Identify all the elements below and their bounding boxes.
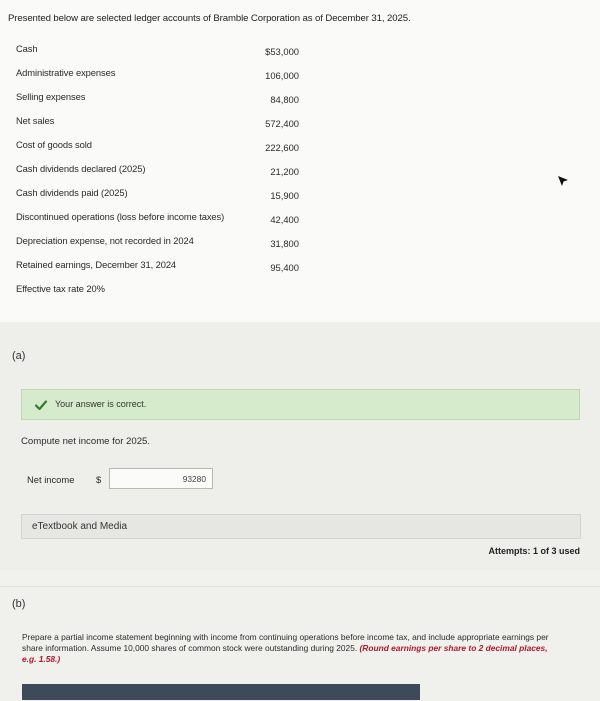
ledger-account-label: Cash dividends declared (2025) xyxy=(16,163,146,174)
ledger-account-value: 106,000 xyxy=(265,70,299,81)
ledger-row xyxy=(0,187,600,203)
ledger-account-label: Effective tax rate 20% xyxy=(16,283,105,294)
ledger-account-label: Cost of goods sold xyxy=(16,139,92,150)
net-income-input[interactable] xyxy=(109,468,213,489)
ledger-account-label: Discontinued operations (loss before income taxes) xyxy=(16,211,225,222)
ledger-row xyxy=(0,67,600,83)
ledger-row xyxy=(0,43,600,59)
ledger-account-label: Cash xyxy=(16,43,38,54)
etextbook-media-link[interactable] xyxy=(21,514,581,539)
ledger-account-value: 42,400 xyxy=(270,214,299,225)
ledger-account-value: 572,400 xyxy=(265,118,299,129)
ledger-account-value: 222,600 xyxy=(265,142,299,153)
etextbook-media-label: eTextbook and Media xyxy=(32,521,128,532)
ledger-row xyxy=(0,91,600,107)
ledger-account-value: 31,800 xyxy=(270,238,299,249)
question-prompt: Compute net income for 2025. xyxy=(21,436,151,447)
ledger-account-label: Administrative expenses xyxy=(16,67,116,78)
ledger-row xyxy=(0,283,600,299)
ledger-row xyxy=(0,139,600,155)
checkmark-icon xyxy=(34,398,48,412)
net-income-label: Net income xyxy=(27,474,75,485)
ledger-account-label: Depreciation expense, not recorded in 2024 xyxy=(16,235,194,246)
ledger-account-value: 15,900 xyxy=(270,190,299,201)
intro-text: Presented below are selected ledger accounts of Bramble Corporation as of December 31, 2025. xyxy=(8,13,411,24)
ledger-account-value: 21,200 xyxy=(270,166,299,177)
currency-symbol: $ xyxy=(96,474,102,485)
status-text: Your answer is correct. xyxy=(55,399,147,409)
mouse-cursor-icon xyxy=(556,174,570,188)
ledger-account-value: 95,400 xyxy=(270,262,299,273)
ledger-row xyxy=(0,115,600,131)
ledger-row xyxy=(0,211,600,227)
part-a-letter: (a) xyxy=(12,350,26,362)
ledger-row xyxy=(0,163,600,179)
ledger-account-label: Selling expenses xyxy=(16,91,86,102)
ledger-row xyxy=(0,235,600,251)
income-statement-header-bar xyxy=(22,684,420,700)
ledger-account-value: $53,000 xyxy=(265,46,299,57)
correct-answer-banner xyxy=(21,389,580,420)
ledger-account-value: 84,800 xyxy=(270,94,299,105)
ledger-account-label: Cash dividends paid (2025) xyxy=(16,187,128,198)
ledger-row xyxy=(0,259,600,275)
part-b-instructions xyxy=(22,632,562,665)
ledger-account-label: Net sales xyxy=(16,115,55,126)
ledger-account-label: Retained earnings, December 31, 2024 xyxy=(16,259,177,270)
attempts-counter: Attempts: 1 of 3 used xyxy=(488,546,580,556)
instructions-text: Prepare a partial income statement beginning with income from continuing operations before income tax, and include appropriate earnings per share information. Assume 10,000 shares of common stock were outstanding during 2025. xyxy=(22,632,549,653)
rounding-note: (Round earnings per share to 2 decimal places, e.g. 1.58.) xyxy=(22,643,548,664)
part-b-letter: (b) xyxy=(12,598,26,610)
